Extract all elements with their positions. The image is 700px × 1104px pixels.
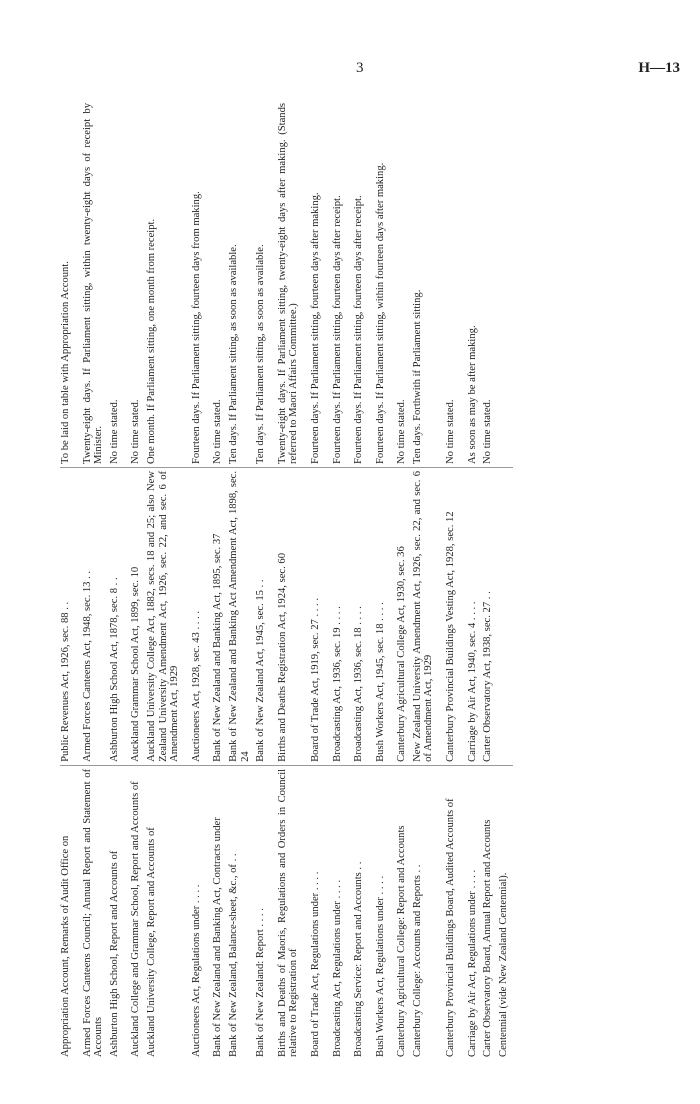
subject-cell: Canterbury Provincial Buildings Board, Audited Accounts of — [445, 798, 457, 1057]
act-cell: Broadcasting Act, 1936, sec. 18 . . . . — [347, 467, 369, 765]
subject-cell: Ashburton High School, Report and Accounts of — [108, 850, 120, 1057]
subject-cell: Armed Forces Canteens Council; Annual Report and Statement of Accounts — [81, 768, 105, 1057]
subject-cell: Births and Deaths of Maoris, Regulations and Orders in Council relative to Registration of — [276, 768, 300, 1057]
table-row — [498, 100, 514, 1060]
time-cell: As soon as may be after making. — [461, 100, 483, 467]
time-cell: No time stated. — [439, 100, 461, 467]
time-cell: Fourteen days. If Parliament sitting, within fourteen days after making. — [369, 100, 391, 467]
table-row — [482, 100, 498, 1060]
time-cell: To be laid on table with Appropriation Account. — [60, 100, 76, 467]
act-cell — [498, 467, 514, 765]
time-cell: Fourteen days. If Parliament sitting, fourteen days after receipt. — [326, 100, 348, 467]
table-row — [304, 100, 326, 1060]
table-row — [206, 100, 228, 1060]
act-cell: Auckland Grammar School Act, 1899, sec. 10 — [124, 467, 146, 765]
act-cell: New Zealand University Amendment Act, 1926, sec. 22, and sec. 6 of Amendment Act, 1929 — [412, 467, 439, 765]
table-row — [228, 100, 255, 1060]
time-cell: One month. If Parliament sitting, one month from receipt. — [146, 100, 185, 467]
act-cell: Births and Deaths Registration Act, 1924, sec. 60 — [271, 467, 304, 765]
table-row — [461, 100, 483, 1060]
table-row — [439, 100, 461, 1060]
time-cell: Fourteen days. If Parliament sitting, fourteen days from making. — [185, 100, 207, 467]
subject-cell: Auckland College and Grammar School, Report and Accounts of — [130, 781, 142, 1057]
act-cell: Armed Forces Canteens Act, 1948, sec. 13 . . — [76, 467, 109, 765]
table-row — [76, 100, 109, 1060]
table-row — [390, 100, 412, 1060]
time-cell: Fourteen days. If Parliament sitting, fourteen days after receipt. — [347, 100, 369, 467]
time-cell — [498, 100, 514, 467]
act-cell: Auctioneers Act, 1928, sec. 43 . . . . — [185, 467, 207, 765]
table-row — [124, 100, 146, 1060]
document-code: H—13 — [638, 60, 680, 76]
act-cell: Bank of New Zealand Act, 1945, sec. 15 . . — [255, 467, 271, 765]
subject-cell: Appropriation Account, Remarks of Audit Office on — [60, 835, 71, 1057]
time-cell: Twenty-eight days. If Parliament sitting, twenty-eight days after making. (Stands referred to Maori Affairs Committee.) — [271, 100, 304, 467]
time-cell: No time stated. — [390, 100, 412, 467]
papers-table-body — [60, 100, 513, 1060]
act-cell: Canterbury Agricultural College Act, 1930, sec. 36 — [390, 467, 412, 765]
act-cell: Bush Workers Act, 1945, sec. 18 . . . . — [369, 467, 391, 765]
act-cell: Broadcasting Act, 1936, sec. 19 . . . . — [326, 467, 348, 765]
subject-cell: Bank of New Zealand, Balance-sheet, &c., of . . — [227, 853, 239, 1057]
act-cell: Bank of New Zealand and Banking Act Amendment Act, 1898, sec. 24 — [228, 467, 255, 765]
papers-table — [60, 100, 513, 1060]
table-row — [185, 100, 207, 1060]
table-row — [347, 100, 369, 1060]
table-row — [271, 100, 304, 1060]
subject-cell: Canterbury College: Accounts and Reports . . — [411, 864, 423, 1057]
act-cell: Public Revenues Act, 1926, sec. 88 . . — [60, 467, 76, 765]
act-cell: Ashburton High School Act, 1878, sec. 8 . . — [109, 467, 125, 765]
subject-cell: Canterbury Agricultural College: Report and Accounts — [396, 825, 408, 1057]
act-cell: Carriage by Air Act, 1940, sec. 4 . . . . — [461, 467, 483, 765]
rotated-page-content — [60, 100, 680, 1060]
table-row — [255, 100, 271, 1060]
time-cell: No time stated. — [482, 100, 498, 467]
subject-cell: Auctioneers Act, Regulations under . . . . — [190, 884, 202, 1057]
table-row — [109, 100, 125, 1060]
time-cell: Ten days. If Parliament sitting, as soon as available. — [228, 100, 255, 467]
time-cell: Twenty-eight days. If Parliament sitting, within twenty-eight days of receipt by Minister. — [76, 100, 109, 467]
time-cell: No time stated. — [206, 100, 228, 467]
subject-cell: Centennial (vide New Zealand Centennial). — [497, 872, 509, 1057]
act-cell: Carter Observatory Act, 1938, sec. 27 . . — [482, 467, 498, 765]
table-row — [412, 100, 439, 1060]
subject-cell: Bush Workers Act, Regulations under . . . . — [374, 875, 386, 1057]
subject-cell: Broadcasting Service: Report and Accounts . . — [353, 861, 365, 1057]
subject-cell: Auckland University College, Report and Accounts of — [145, 827, 157, 1057]
act-cell: Board of Trade Act, 1919, sec. 27 . . . . — [304, 467, 326, 765]
time-cell: No time stated. — [109, 100, 125, 467]
table-row — [60, 100, 76, 1060]
time-cell: Ten days. Forthwith if Parliament sitting. — [412, 100, 439, 467]
act-cell: Auckland University College Act, 1882, secs. 18 and 25; also New Zealand University Amendment Act, 1926, sec. 22, and sec. 6 of Amendment Act, 1929 — [146, 467, 185, 765]
act-cell: Canterbury Provincial Buildings Vesting Act, 1928, sec. 12 — [439, 467, 461, 765]
table-row — [326, 100, 348, 1060]
subject-cell: Broadcasting Act, Regulations under . . . . — [331, 879, 343, 1057]
subject-cell: Bank of New Zealand: Report . . . . — [255, 908, 267, 1057]
time-cell: Ten days. If Parliament sitting, as soon as available. — [255, 100, 271, 467]
time-cell: No time stated. — [124, 100, 146, 467]
page-number: 3 — [356, 60, 364, 76]
act-cell: Bank of New Zealand and Banking Act, 1895, sec. 37 — [206, 467, 228, 765]
time-cell: Fourteen days. If Parliament sitting, fourteen days after making. — [304, 100, 326, 467]
subject-cell: Board of Trade Act, Regulations under . . . . — [309, 871, 321, 1057]
subject-cell: Carriage by Air Act, Regulations under . . . . — [466, 869, 478, 1057]
subject-cell: Bank of New Zealand and Banking Act, Contracts under — [212, 817, 224, 1057]
table-row — [146, 100, 185, 1060]
subject-cell: Carter Observatory Board, Annual Report and Accounts — [482, 819, 494, 1057]
table-row — [369, 100, 391, 1060]
